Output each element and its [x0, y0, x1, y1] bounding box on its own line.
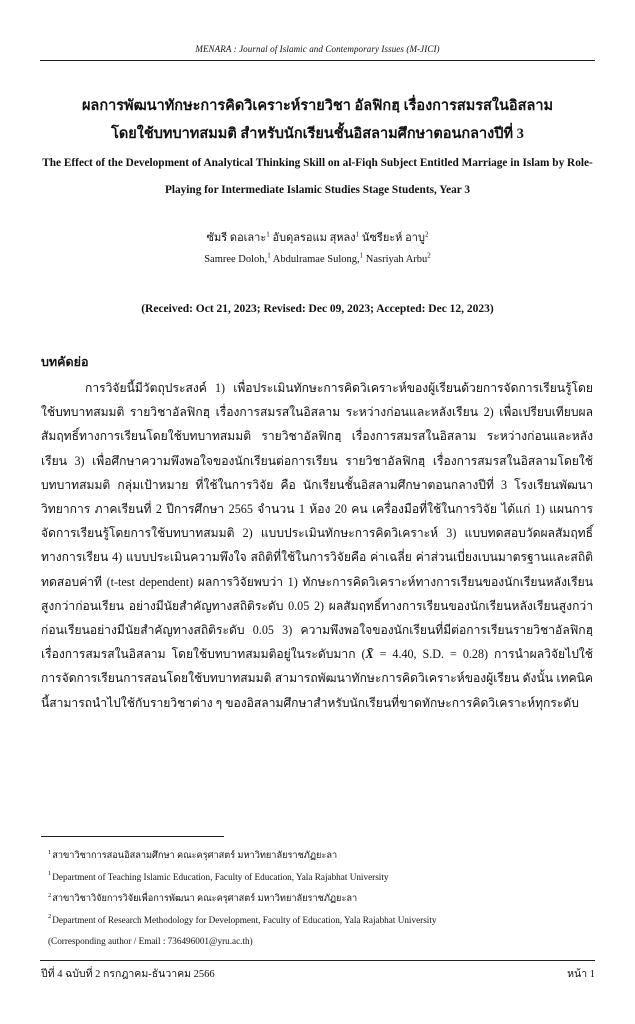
- footnote-mark: 1: [48, 848, 52, 856]
- author-name: Nasriyah Arbu: [365, 254, 428, 265]
- authors-thai: [40, 228, 595, 246]
- affiliation-mark: 1: [266, 230, 270, 239]
- author-name: Samree Doloh,: [204, 254, 268, 265]
- footnote-mark: 2: [48, 891, 52, 899]
- footnote-text: สาขาวิชาวิจัยการวิจัยเพื่อการพัฒนา คณะครุศาสตร์ มหาวิทยาลัยราชภัฏยะลา: [52, 893, 358, 903]
- affiliation-mark: 2: [427, 251, 431, 260]
- footnote: [48, 913, 595, 927]
- english-title: The Effect of the Development of Analytical Thinking Skill on al-Fiqh Subject Entitled Marriage in Islam by Role-Playing for Intermediate Islamic Studies Stage Students, Year 3: [42, 157, 593, 196]
- journal-header: MENARA : Journal of Islamic and Contemporary Issues (M-JICI): [195, 44, 440, 54]
- abstract-heading: บทคัดย่อ: [41, 355, 89, 369]
- footnote: [48, 891, 595, 905]
- page-number: หน้า 1: [567, 969, 595, 980]
- thai-title: [40, 92, 595, 148]
- author-name: ซัมรี ดอเลาะ: [206, 232, 267, 244]
- affiliation-mark: 1: [355, 230, 360, 239]
- affiliation-mark: 1: [359, 251, 364, 260]
- abstract-text-continued: = 4.40, S.D. = 0.28) การนำผลวิจัยไปใช้ การจัดการเรียนการสอนโดยใช้บทบาทสมมติ สามารถพัฒนาทักษะการคิดวิเคราะห์ของผู้เรียน ดังนั้น เทคนิคนี้สามารถนำไปใช้กับรายวิชาต่าง ๆ ของอิสลามศึกษาสำหรับนักเรียนที่ขาดทักษะการคิดวิเคราะห์ทุกระดับ: [41, 647, 593, 710]
- abstract-text: การวิจัยนี้มีวัตถุประสงค์ 1) เพื่อประเมินทักษะการคิดวิเคราะห์ของผู้เรียนด้วยการจัดการเรียนรู้โดยใช้บทบาทสมมติ รายวิชาอัลฟิกฮฺ เรื่องการสมรสในอิสลาม ระหว่างก่อนและหลังเรียน 2) เพื่อเปรียบเทียบผลสัมฤทธิ์ทางการเรียนโดยใช้บทบาทสมมติ รายวิชาอัลฟิกฮฺ เรื่องการสมรสในอิสลาม ระหว่างก่อนและหลังเรียน 3) เพื่อศึกษาความพึงพอใจของนักเรียนต่อการเรียน รายวิชาอัลฟิกฮฺ เรื่องการสมรสในอิสลามโดยใช้บทบาทสมมติ กลุ่มเป้าหมาย ที่ใช้ในการวิจัย คือ นักเรียนชั้นอิสลามศึกษาตอนกลางปีที่ 3 โรงเรียนพัฒนาวิทยาการ ภาคเรียนที่ 2 ปีการศึกษา 2565 จำนวน 1 ห้อง 20 คน เครื่องมือที่ใช้ในการวิจัย ได้แก่ 1) แผนการจัดการเรียนรู้โดยการใช้บทบาทสมมติ 2) แบบประเมินทักษะการคิดวิเคราะห์ 3) แบบทดสอบวัดผลสัมฤทธิ์ทางการเรียน 4) แบบประเมินความพึงใจ สถิติที่ใช้ในการวิจัยคือ ค่าเฉลี่ย ค่าส่วนเบี่ยงเบนมาตรฐานและสถิติทดสอบค่าที (t-test dependent) ผลการวิจัยพบว่า 1) ทักษะการคิดวิเคราะห์ทางการเรียนของนักเรียนหลังเรียนสูงกว่าก่อนเรียน อย่างมีนัยสำคัญทางสถิติระดับ 0.05 2) ผลสัมฤทธิ์ทางการเรียนของนักเรียนหลังเรียนสูงกว่าก่อนเรียนอย่างมีนัยสำคัญทางสถิติระดับ 0.05 3) ความพึงพอใจของนักเรียนที่มีต่อการเรียนรายวิชาอัลฟิกฮฺ เรื่องการสมรสในอิสลาม โดยใช้บทบาทสมมติอยู่ในระดับมาก (: [41, 381, 593, 662]
- footnotes: [48, 848, 595, 956]
- author-name: นัซรียะห์ อาบู: [361, 232, 425, 244]
- thai-title-line-2: โดยใช้บทบาทสมมติ สำหรับนักเรียนชั้นอิสลามศึกษาตอนกลางปีที่ 3: [111, 126, 524, 142]
- author-name: Abdulramae Sulong,: [272, 254, 360, 265]
- footnote-text: สาขาวิชาการสอนอิสลามศึกษา คณะครุศาสตร์ มหาวิทยาลัยราชภัฏยะลา: [52, 850, 338, 860]
- author-name: อับดุลรอแม สุหลง: [272, 232, 356, 244]
- thai-title-line-1: ผลการพัฒนาทักษะการคิดวิเคราะห์รายวิชา อัลฟิกฮฺ เรื่องการสมรสในอิสลาม: [81, 98, 554, 114]
- footnote-text: Department of Research Methodology for Development, Faculty of Education, Yala Rajabhat University: [52, 914, 437, 925]
- footnote-mark: 1: [48, 870, 52, 878]
- submission-dates: (Received: Oct 21, 2023; Revised: Dec 09, 2023; Accepted: Dec 12, 2023): [141, 303, 494, 315]
- mean-symbol: X̄: [365, 647, 374, 662]
- footnote-mark: 2: [48, 913, 52, 921]
- corresponding-author: (Corresponding author / Email : 736496001@yru.ac.th): [48, 936, 253, 946]
- footnote: [48, 848, 595, 862]
- footnote: [48, 870, 595, 884]
- authors-english: [40, 251, 595, 265]
- issue-info: ปีที่ 4 ฉบับที่ 2 กรกฎาคม-ธันวาคม 2566: [41, 969, 215, 980]
- abstract-body: [41, 376, 593, 715]
- affiliation-mark: 1: [267, 251, 271, 260]
- footnote-divider: [41, 836, 224, 837]
- footnote-text: Department of Teaching Islamic Education, Faculty of Education, Yala Rajabhat University: [52, 871, 389, 882]
- footer-divider: [40, 960, 595, 961]
- affiliation-mark: 2: [424, 230, 429, 239]
- header-divider: [40, 60, 595, 61]
